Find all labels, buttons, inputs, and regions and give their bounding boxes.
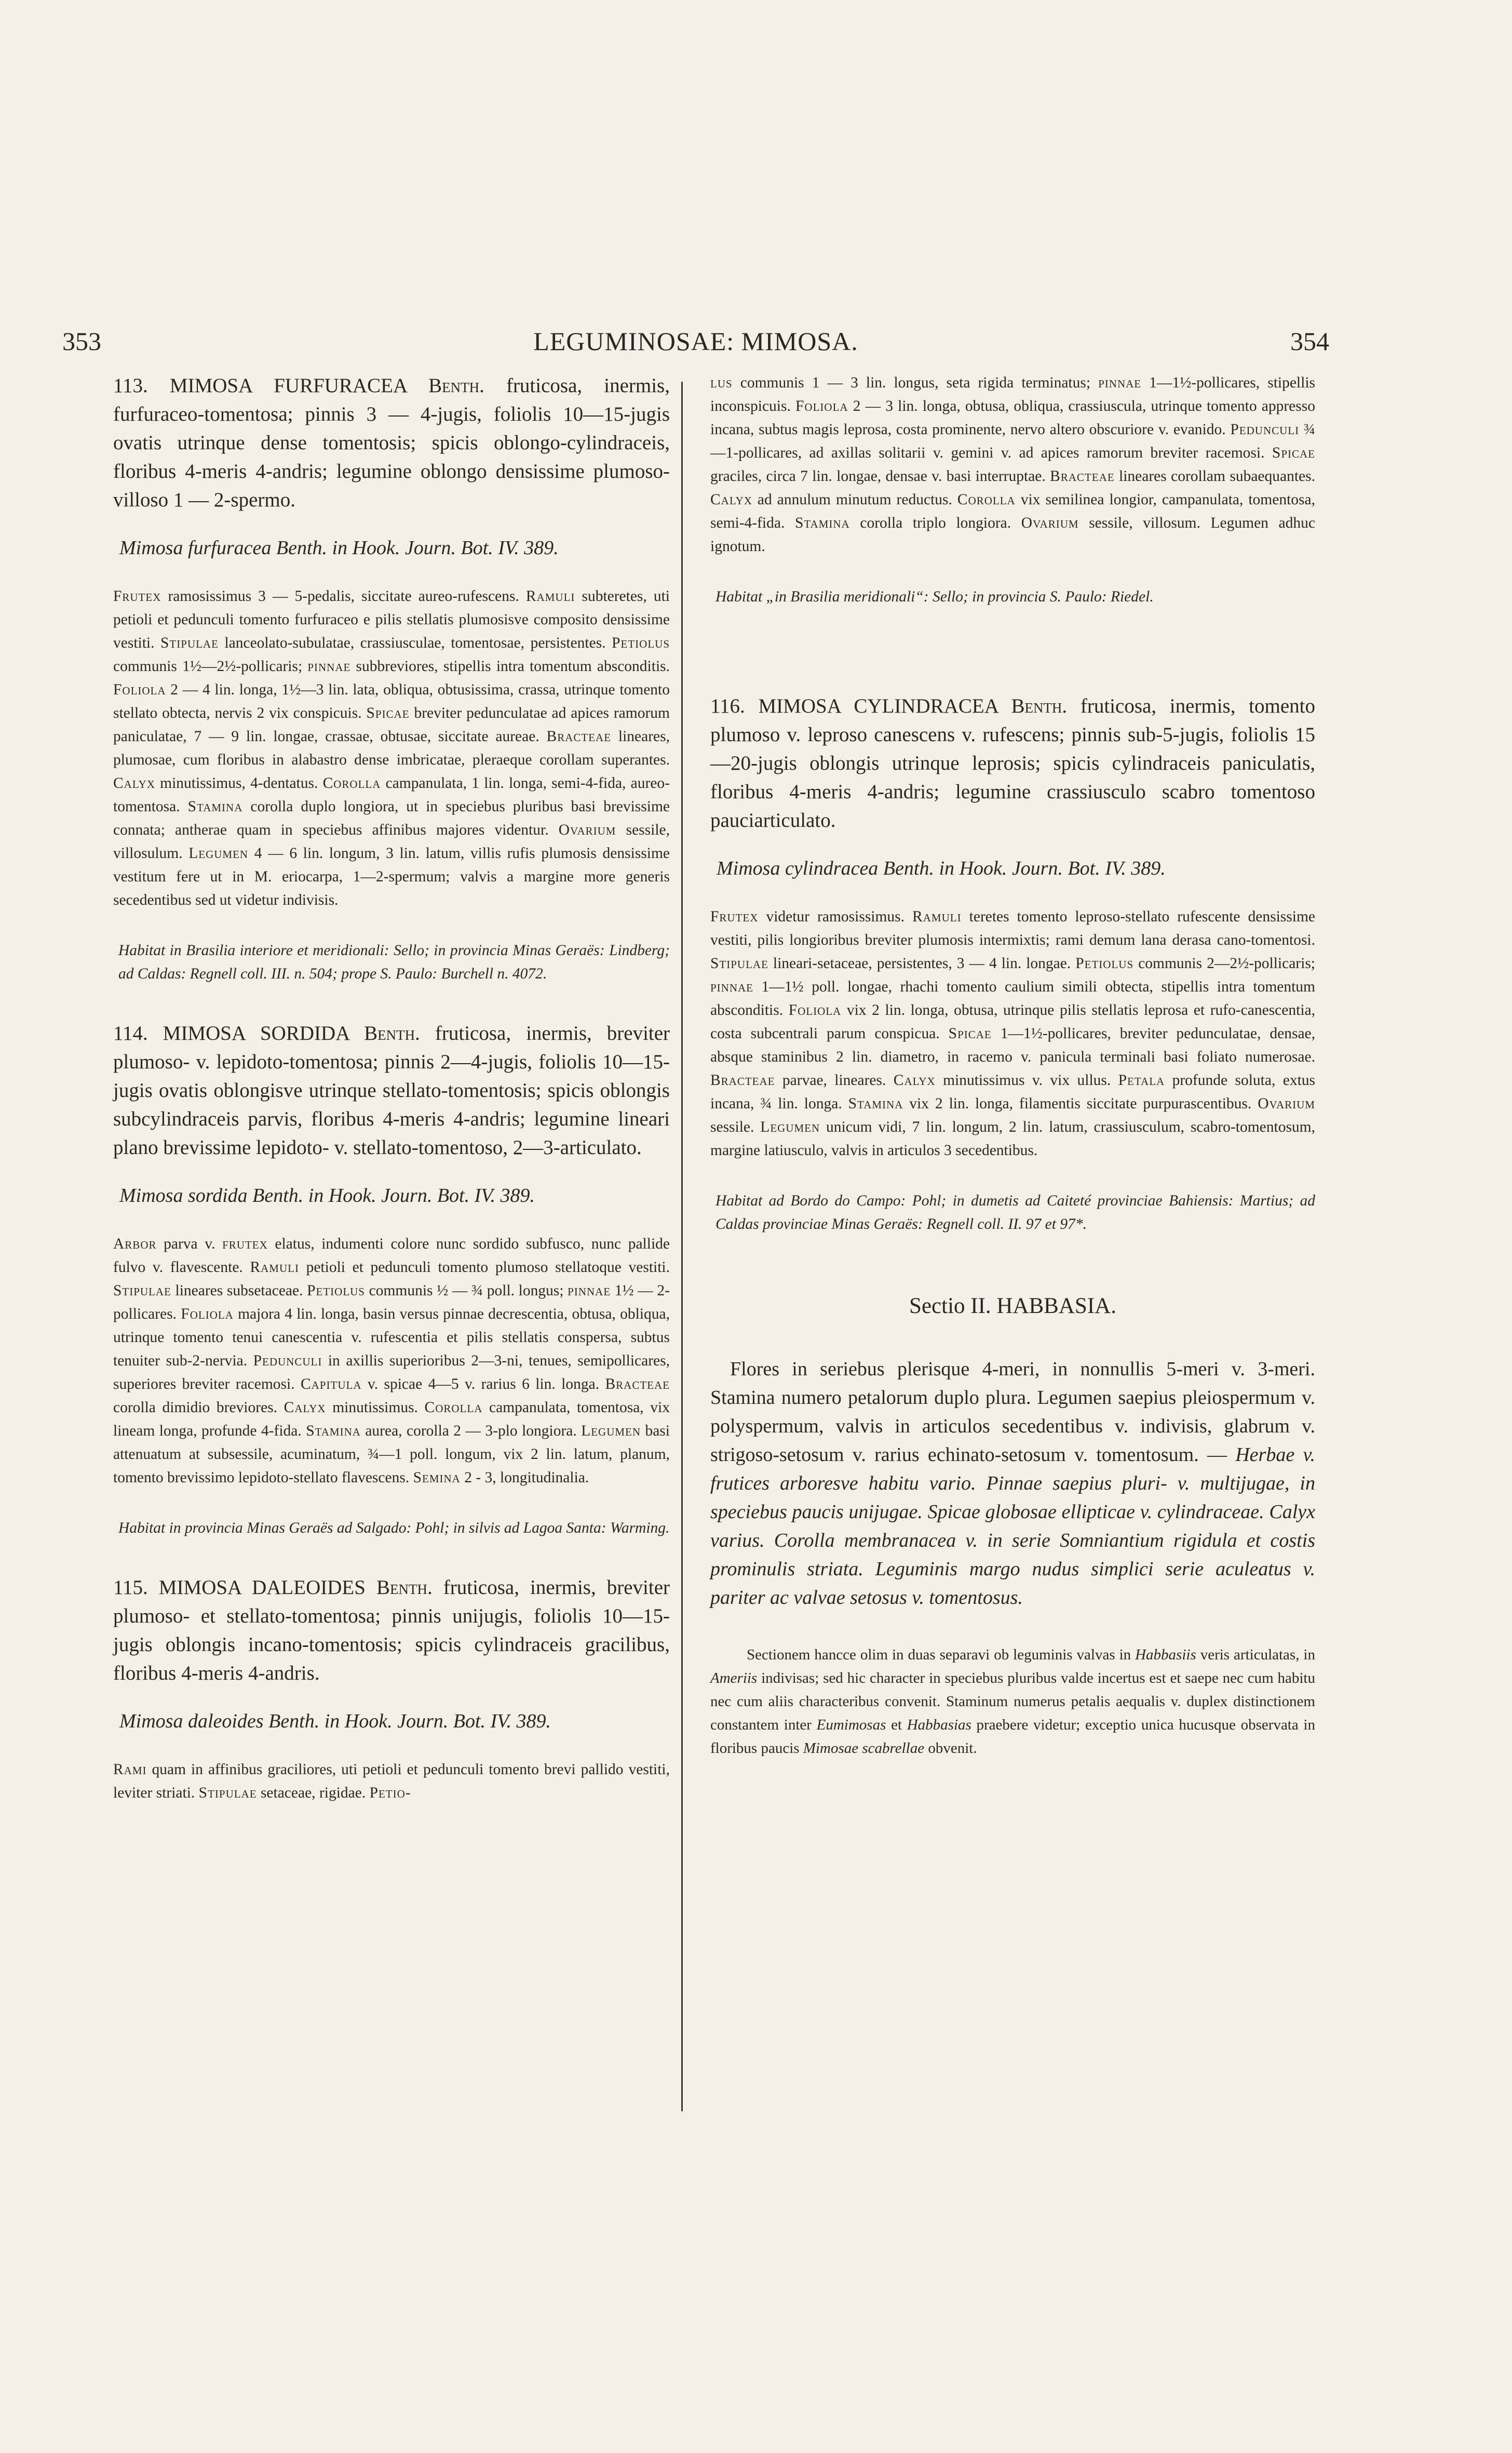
- species-114-description: [113, 1232, 670, 1490]
- description-term: Bracteae: [1050, 468, 1115, 485]
- species-114-habitat: Habitat in provincia Minas Geraës ad Salgado: Pohl; in silvis ad Lagoa Santa: Warming.: [118, 1520, 670, 1536]
- description-term: pinnae: [568, 1282, 611, 1299]
- description-term: Bracteae: [546, 728, 612, 745]
- species-114-diagnosis: 114. MIMOSA SORDIDA Benth. fruticosa, inermis, breviter plumoso- v. lepidoto-tomentosa; pinnis 2—4-jugis, foliolis 10—15-jugis ovatis oblongisve utrinque stellato-tomentosis; spicis oblongis subcylindraceis parvis, floribus 4-meris 4-andris; legumine lineari plano brevissime lepidoto- v. stellato-tomentoso, 2—3-articulato.: [113, 1022, 670, 1159]
- species-113-description: [113, 585, 670, 912]
- description-text: communis 1½—2½-pollicaris;: [113, 658, 308, 675]
- section-introduction: Flores in seriebus plerisque 4-meri, in nonnullis 5-meri v. 3-meri. Stamina numero petalorum duplo plura. Legumen saepius pleiospermum v. polyspermum, valvis in articulos secedentibus v. indivisis, glabrum v. strigoso-setosum v. rarius echinato-setosum v. tomentosum. — Herbae v. frutices arboresve habitu vario. Pinnae saepius pluri- v. multijugae, in speciebus paucis unijugae. Spicae globosae ellipticae v. cylindraceae. Calyx varius. Corolla membranacea v. in serie Somniantium rigidula et costis prominulis striata. Leguminis margo nudus simplici serie aculeatus v. pariter ac valvae setosus v. tomentosus.: [710, 1358, 1315, 1608]
- description-text: minutissimus v. vix ullus.: [935, 1072, 1118, 1089]
- section-heading: Sectio II. HABBASIA.: [909, 1294, 1116, 1318]
- description-term: Spicae: [1272, 445, 1315, 461]
- description-term: Ovarium: [1021, 515, 1079, 531]
- left-column: [113, 371, 670, 1805]
- description-text: communis ½ — ¾ poll. longus;: [365, 1282, 568, 1299]
- description-text: majora 4 lin. longa, basin versus pinnae decrescentia, obtusa, obliqua, utrinque tomento tenui canescentia v. rufescentia et pilis stellatis conspersa, subtus tenuiter sub-2-nervia.: [113, 1306, 670, 1369]
- species-116-habitat: Habitat ad Bordo do Campo: Pohl; in dumetis ad Caiteté provinciae Bahiensis: Martius; ad Caldas provinciae Minas Geraës: Regnell coll. II. 97 et 97*.: [716, 1192, 1315, 1232]
- page-number-right: 354: [1290, 327, 1329, 356]
- description-term: Corolla: [957, 491, 1016, 508]
- description-text: 1—1½ poll. longae, rhachi tomento caulium simili obtecta, stipellis intra tomentum absconditis.: [710, 978, 1315, 1018]
- description-text: basi attenuatum at subsessile, acuminatum, ¾—1 poll. longum, vix 2 lin. latum, planum, tomento brevissimo lepidoto-stellato flavescens.: [113, 1423, 670, 1486]
- description-term: Legumen: [581, 1423, 641, 1439]
- description-term: pinnae: [710, 978, 753, 995]
- description-term: Capitula: [300, 1376, 362, 1392]
- description-term: Foliola: [795, 398, 848, 414]
- description-text: minutissimus.: [326, 1399, 425, 1416]
- description-term: Ramuli: [912, 908, 962, 925]
- page-header: [62, 326, 1329, 363]
- description-term: Ovarium: [558, 822, 616, 838]
- description-text: 4 — 6 lin. longum, 3 lin. latum, villis rufis plumosis densissime vestitum fere ut in M. eriocarpa, 1—2-spermum; valvis a margine more generis secedentibus sed ut videtur indivisis.: [113, 845, 670, 908]
- description-text: corolla dimidio breviores.: [113, 1399, 284, 1416]
- description-text: elatus, indumenti colore nunc sordido subfusco, nunc pallide fulvo v. flavescente.: [113, 1236, 670, 1276]
- species-114-citation: Mimosa sordida Benth. in Hook. Journ. Bot. IV. 389.: [119, 1185, 535, 1207]
- description-term: Petio-: [369, 1785, 411, 1801]
- page-number-left: 353: [62, 327, 101, 356]
- description-term: Stamina: [187, 798, 243, 815]
- description-text: parvae, lineares.: [775, 1072, 894, 1089]
- description-text: sessile, villosulum.: [113, 822, 670, 862]
- description-text: ad annulum minutum reductus.: [752, 491, 957, 508]
- description-text: minutissimus, 4-dentatus.: [155, 775, 323, 792]
- description-text: sessile, villosum. Legumen adhuc ignotum.: [710, 515, 1315, 555]
- description-term: Legumen: [188, 845, 249, 862]
- right-column: [710, 371, 1315, 1760]
- description-term: Spicae: [366, 705, 410, 721]
- description-term: Semina: [413, 1469, 461, 1486]
- description-term: Petala: [1118, 1072, 1165, 1089]
- description-text: lineares corollam subaequantes.: [1114, 468, 1315, 485]
- description-term: Ramuli: [525, 588, 575, 605]
- description-text: corolla duplo longiora, ut in speciebus pluribus basi brevissime connata; antherae quam in speciebus affinibus majores videntur.: [113, 798, 670, 838]
- description-term: Corolla: [424, 1399, 483, 1416]
- description-text: subbreviores, stipellis intra tomentum absconditis.: [350, 658, 670, 675]
- description-term: pinnae: [1098, 374, 1142, 391]
- description-text: lanceolato-subulatae, crassiusculae, tomentosae, persistentes.: [218, 635, 612, 651]
- description-term: Rami: [113, 1761, 147, 1778]
- description-text: setaceae, rigidae.: [256, 1785, 370, 1801]
- description-text: lineares subsetaceae.: [171, 1282, 307, 1299]
- description-text: communis 2—2½-pollicaris;: [1133, 955, 1315, 972]
- description-term: Foliola: [788, 1002, 842, 1018]
- description-text: unicum vidi, 7 lin. longum, 2 lin. latum, crassiusculum, scabro-tomentosum, margine latiusculo, valvis in articulos 3 secedentibus.: [710, 1119, 1315, 1159]
- description-text: 2 — 4 lin. longa, 1½—3 lin. lata, obliqua, obtusissima, crassa, utrinque tomento stellato obtecta, nervis 2 vix conspicuis.: [113, 681, 670, 721]
- description-term: Pedunculi: [1230, 421, 1300, 438]
- description-term: Pedunculi: [253, 1352, 322, 1369]
- description-text: lineares, plumosae, cum floribus in alabastro dense imbricatae, pleraeque corollam superantes.: [113, 728, 670, 768]
- description-term: Ramuli: [250, 1259, 299, 1276]
- description-text: graciles, circa 7 lin. longae, densae v. basi interruptae.: [710, 468, 1050, 485]
- description-term: Petiolus: [1075, 955, 1134, 972]
- description-term: Bracteae: [605, 1376, 670, 1392]
- description-text: lineari-setaceae, persistentes, 3 — 4 lin. longae.: [768, 955, 1076, 972]
- species-116-citation: Mimosa cylindracea Benth. in Hook. Journ. Bot. IV. 389.: [717, 857, 1166, 879]
- species-115-description: [113, 1758, 670, 1805]
- description-text: profunde soluta, extus incana, ¾ lin. longa.: [710, 1072, 1315, 1112]
- description-text: v. spicae 4—5 v. rarius 6 lin. longa.: [361, 1376, 605, 1392]
- column-divider: [681, 382, 683, 2111]
- description-term: Stipulae: [198, 1785, 257, 1801]
- description-term: Calyx: [284, 1399, 326, 1416]
- description-term: Calyx: [893, 1072, 936, 1089]
- description-text: vix 2 lin. longa, filamentis siccitate purpurascentibus.: [903, 1095, 1258, 1112]
- description-text: petioli et pedunculi tomento plumoso stellatoque vestiti.: [299, 1259, 670, 1276]
- description-text: 1—1½-pollicares, stipellis inconspicuis.: [710, 374, 1315, 414]
- running-title: LEGUMINOSAE: MIMOSA.: [533, 327, 858, 356]
- description-text: 2 - 3, longitudinalia.: [460, 1469, 589, 1486]
- description-term: Frutex: [113, 588, 161, 605]
- species-115-citation: Mimosa daleoides Benth. in Hook. Journ. Bot. IV. 389.: [119, 1710, 551, 1732]
- description-text: vix 2 lin. longa, obtusa, utrinque pilis stellatis leprosa et rufo-canescentia, costa subcentrali parum conspicua.: [710, 1002, 1315, 1042]
- description-term: lus: [710, 374, 733, 391]
- description-term: Calyx: [113, 775, 155, 792]
- description-term: Petiolus: [307, 1282, 365, 1299]
- description-text: breviter pedunculatae ad apices ramorum paniculatae, 7 — 9 lin. longae, crassae, obtusae, siccitate aureae.: [113, 705, 670, 745]
- description-term: Stamina: [306, 1423, 361, 1439]
- description-text: teretes tomento leproso-stellato rufescente densissime vestiti, pilis longioribus breviter plumosis intermixtis; rami demum lana derasa cano-tomentosi.: [710, 908, 1315, 948]
- description-text: 1½ — 2-pollicares.: [113, 1282, 670, 1322]
- species-116-description: [710, 905, 1315, 1162]
- species-115-description-continued: [710, 371, 1315, 558]
- description-term: Corolla: [322, 775, 381, 792]
- description-text: 2 — 3 lin. longa, obtusa, obliqua, crassiuscula, utrinque tomento appresso incana, subtus magis leprosa, costa prominente, nervo altero obscuriore v. evanido.: [710, 398, 1315, 438]
- description-text: communis 1 — 3 lin. longus, seta rigida terminatus;: [732, 374, 1099, 391]
- description-term: Stipulae: [113, 1282, 171, 1299]
- description-term: Foliola: [181, 1306, 234, 1322]
- description-text: videtur ramosissimus.: [758, 908, 913, 925]
- description-term: Spicae: [948, 1025, 992, 1042]
- description-term: frutex: [222, 1236, 268, 1252]
- description-term: Petiolus: [612, 635, 670, 651]
- description-text: aurea, corolla 2 — 3-plo longiora.: [360, 1423, 582, 1439]
- description-text: quam in affinibus graciliores, uti petioli et pedunculi tomento brevi pallido vestiti, leviter striati.: [113, 1761, 670, 1801]
- description-text: in axillis superioribus 2—3-ni, tenues, semipollicares, superiores breviter racemosi.: [113, 1352, 670, 1392]
- description-term: Stipulae: [710, 955, 768, 972]
- species-113-diagnosis: 113. MIMOSA FURFURACEA Benth. fruticosa, inermis, furfuraceo-tomentosa; pinnis 3 — 4-jugis, foliolis 10—15-jugis ovatis utrinque dense tomentosis; spicis oblongo-cylindraceis, floribus 4-meris 4-andris; legumine oblongo densissime plumoso-villoso 1 — 2-spermo.: [113, 374, 670, 511]
- description-text: ramosissimus 3 — 5-pedalis, siccitate aureo-rufescens.: [161, 588, 526, 605]
- description-term: Calyx: [710, 491, 752, 508]
- description-term: Bracteae: [710, 1072, 775, 1089]
- description-term: Stamina: [795, 515, 850, 531]
- description-term: Frutex: [710, 908, 759, 925]
- description-term: Legumen: [760, 1119, 820, 1135]
- description-text: campanulata, tomentosa, vix lineam longa, profunde 4-fida.: [113, 1399, 670, 1439]
- description-term: Arbor: [113, 1236, 157, 1252]
- description-text: subteretes, uti petioli et pedunculi tomento furfuraceo e pilis stellatis plumosisve composito densissime vestiti.: [113, 588, 670, 651]
- description-text: vix semilinea longior, campanulata, tomentosa, semi-4-fida.: [710, 491, 1315, 531]
- species-115-habitat: Habitat „in Brasilia meridionali“: Sello; in provincia S. Paulo: Riedel.: [716, 588, 1154, 605]
- description-term: pinnae: [307, 658, 351, 675]
- description-text: parva v.: [156, 1236, 223, 1252]
- section-note: Sectionem hancce olim in duas separavi ob leguminis valvas in Habbasiis veris articulatas, in Ameriis indivisas; sed hic character in speciebus pluribus valde incertus est et saepe nec cum habitu nec cum aliis characteribus convenit. Staminum numerus petalis aequalis v. duplex distinctionem constantem inter Eumimosas et Habbasias praebere videtur; exceptio unica hucusque observata in floribus paucis Mimosae scabrellae obvenit.: [710, 1646, 1316, 1757]
- description-term: Stipulae: [160, 635, 219, 651]
- description-text: campanulata, 1 lin. longa, semi-4-fida, aureo-tomentosa.: [113, 775, 670, 815]
- species-115-diagnosis: 115. MIMOSA DALEOIDES Benth. fruticosa, inermis, breviter plumoso- et stellato-tomentosa; pinnis unijugis, foliolis 10—15-jugis oblongis incano-tomentosis; spicis cylindraceis gracilibus, floribus 4-meris 4-andris.: [113, 1576, 670, 1684]
- description-term: Ovarium: [1258, 1095, 1315, 1112]
- description-text: 1—1½-pollicares, breviter pedunculatae, densae, absque staminibus 2 lin. diametro, in racemo v. panicula terminali basi foliato numerosae.: [710, 1025, 1316, 1065]
- description-term: Stamina: [848, 1095, 903, 1112]
- description-term: Foliola: [113, 681, 166, 698]
- species-113-habitat: Habitat in Brasilia interiore et meridionali: Sello; in provincia Minas Geraës: Lindberg; ad Caldas: Regnell coll. III. n. 504; prope S. Paulo: Burchell n. 4072.: [118, 942, 670, 982]
- description-text: sessile.: [710, 1119, 761, 1135]
- description-text: ¾—1-pollicares, ad axillas solitarii v. gemini v. ad apices ramorum breviter racemosi.: [710, 421, 1316, 461]
- species-113-citation: Mimosa furfuracea Benth. in Hook. Journ. Bot. IV. 389.: [119, 537, 559, 559]
- description-text: corolla triplo longiora.: [849, 515, 1021, 531]
- species-116-diagnosis: 116. MIMOSA CYLINDRACEA Benth. fruticosa, inermis, tomento plumoso v. leproso canescens v. rufescens; pinnis sub-5-jugis, foliolis 15—20-jugis oblongis utrinque leprosis; spicis cylindraceis paniculatis, floribus 4-meris 4-andris; legumine crassiusculo scabro tomentoso pauciarticulato.: [710, 695, 1315, 832]
